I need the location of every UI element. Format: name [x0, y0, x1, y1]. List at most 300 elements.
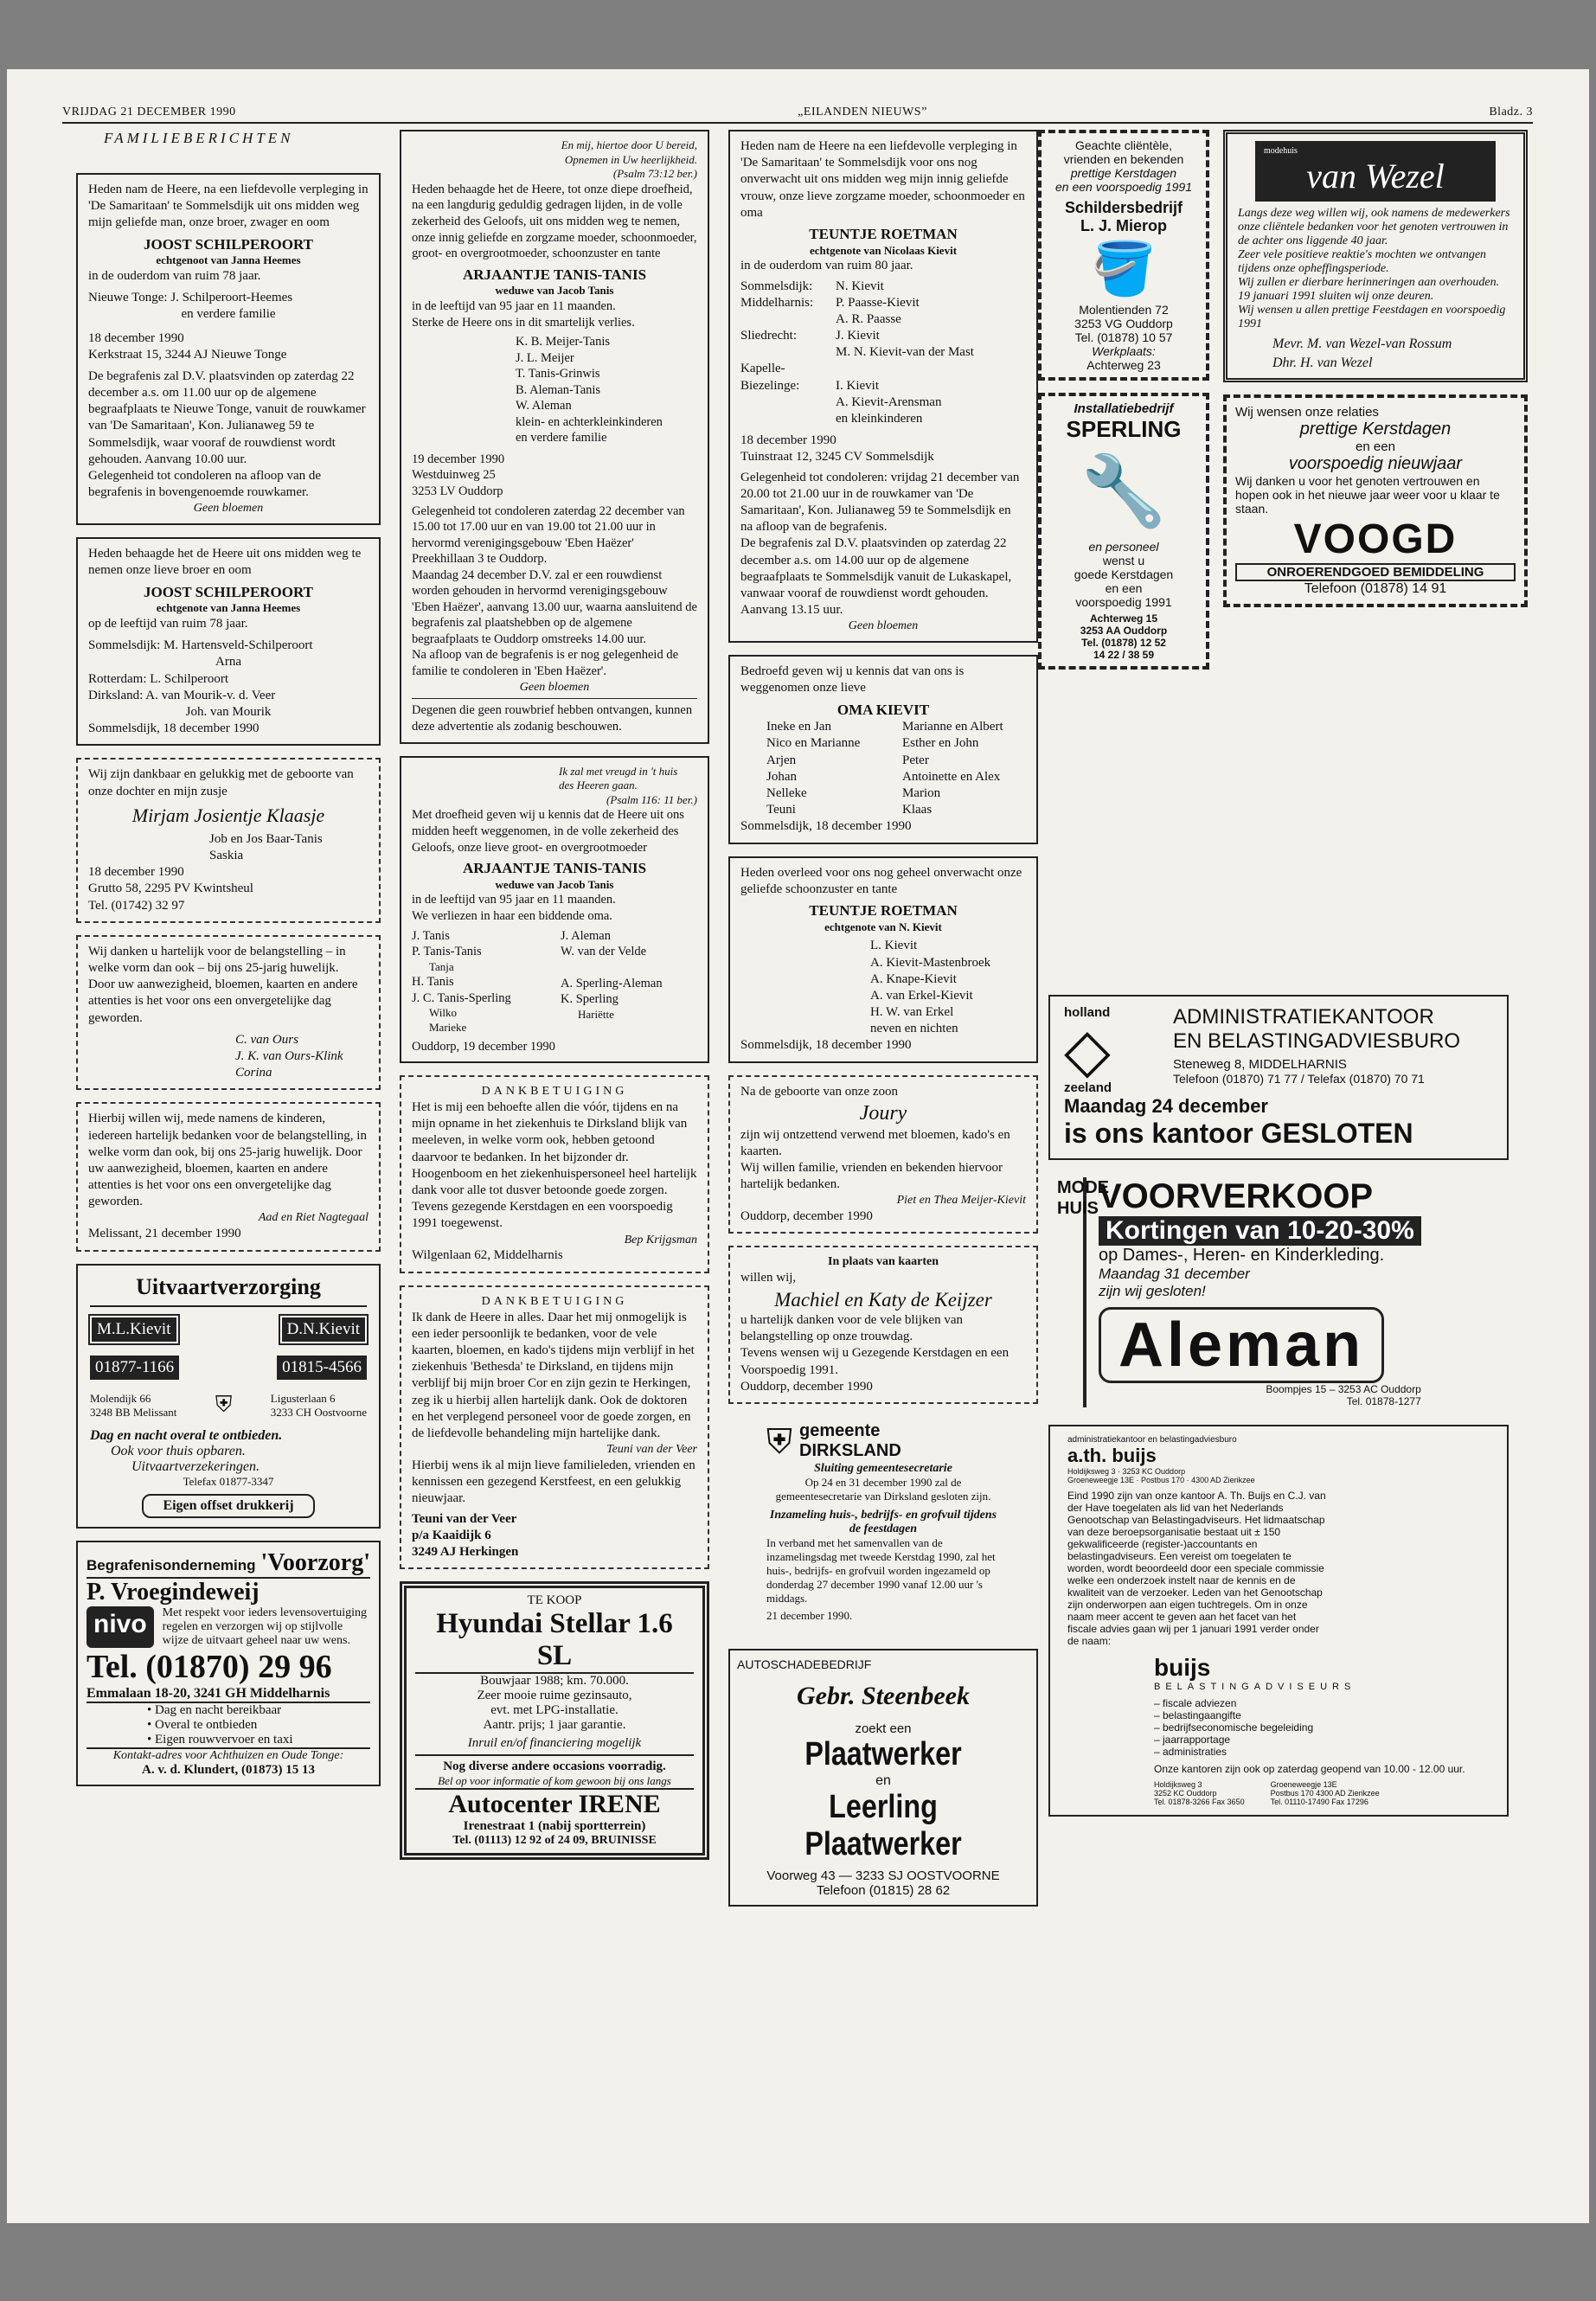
address-line: Kerkstraat 15, 3244 AJ Nieuwe Tonge: [88, 347, 287, 362]
ad-line: goede Kerstdagen: [1074, 567, 1174, 581]
family-line: Peter: [902, 753, 929, 767]
company-name: a.th. buijs: [1067, 1445, 1157, 1466]
date-line: Sommelsdijk, 18 december 1990: [740, 1038, 912, 1053]
printer-credit: Eigen offset drukkerij: [142, 1494, 315, 1518]
ad-kicker: Installatiebedrijf: [1074, 401, 1174, 416]
company-subtitle: BELASTINGADVISEURS: [1154, 1682, 1356, 1692]
ad-line: voorspoedig nieuwjaar: [1288, 454, 1463, 473]
ad-sperling: [1038, 393, 1209, 670]
bullet-line: • Dag en nacht bereikbaar: [147, 1702, 282, 1717]
notice-text: Na de geboorte van onze zoon: [740, 1084, 899, 1099]
family-line: Sommelsdijk: M. Hartensveld-Schilperoort: [88, 638, 313, 653]
notice-text: In verband met het samenvallen van de inzamelingsdag met tweede Kerstdag 1990, zal het huis-, bedrijfs- en grofvuil worden ingezameld op donderdag 27 december 1990 vanaf 12.00 uur 's middags.: [766, 1535, 996, 1605]
notice-text: Wij willen familie, vrienden en bekenden hiervoor hartelijk bedanken.: [740, 1160, 1003, 1192]
discount-line: Kortingen van 10-20-30%: [1099, 1216, 1421, 1246]
closure-notice: is ons kantoor GESLOTEN: [1064, 1118, 1413, 1149]
notice-text: Na afloop van de begrafenis is er nog gelegenheid de familie te condoleren in 'Eben Haëzer'.: [412, 648, 679, 679]
family-member: en kleinkinderen: [836, 412, 923, 426]
phone-line: Telefoon (01878) 14 91: [1304, 581, 1447, 596]
notice-tanis-1: [400, 130, 709, 744]
slogan-line: Uitvaartverzekeringen.: [131, 1458, 260, 1474]
municipality-name: DIRKSLAND: [799, 1441, 901, 1461]
ad-line: Bouwjaar 1988; km. 70.000.: [480, 1674, 629, 1689]
ad-line: Aantr. prijs; 1 jaar garantie.: [483, 1718, 626, 1733]
ad-text: Langs deze weg willen wij, ook namens de medewerkers onze cliëntele bedanken voor het genoten vertrouwen in de achter ons liggende 40 jaar.: [1238, 207, 1510, 247]
notice-title: Inzameling huis-, bedrijfs- en grofvuil tijdens de feestdagen: [769, 1508, 997, 1535]
deceased-name: OMA KIEVIT: [836, 701, 930, 718]
date-line: Ouddorp, december 1990: [740, 1379, 873, 1394]
date-line: 18 december 1990: [740, 433, 836, 448]
notice-text: Het is mij een behoefte allen die vóór, tijdens en na mijn opname in het ziekenhuis te Dirksland blijk van meeleven, in welke vorm ook, hebben getoond daarvoor te bedanken. In het bijzonder dr. Hoogenboom en het ziekenhuispersoneel heel hartelijk dank voor alle tot dusver betoonde goede zorgen. Tevens gezegende Kerstdagen en een voorspoedig 1991 toegewenst.: [412, 1100, 697, 1231]
family-row: [740, 378, 1026, 394]
family-member: I. Kievit: [836, 378, 879, 393]
sale-title: VOORVERKOOP: [1099, 1177, 1374, 1215]
signature-line: Piet en Thea Meijer-Kievit: [896, 1194, 1026, 1208]
ad-line: prettige Kerstdagen: [1299, 420, 1452, 439]
deceased-name: TEUNTJE ROETMAN: [809, 225, 958, 242]
wrench-icon: 🔧: [1080, 452, 1167, 529]
notice-text: Wij danken u hartelijk voor de belangstelling – in welke vorm dan ook – bij ons 25-jarig huwelijk. Door uw aanwezigheid, bloemen, kaarten en andere attenties is het voor ons een onvergetelijke dag geworden.: [88, 944, 358, 1025]
date-line: Melissant, 21 december 1990: [88, 1227, 241, 1241]
address-line: Achterweg 23: [1086, 358, 1161, 372]
notice-text: Heden behaagde het de Heere uit ons midden weg te nemen onze lieve broer en oom: [88, 547, 362, 578]
notice-text: Wij zijn dankbaar en gelukkig met de geboorte van onze dochter en mijn zusje: [88, 767, 354, 798]
ad-kicker: administratiekantoor en belastingadviesburo: [1067, 1435, 1237, 1445]
quote-line: En mij, hiertoe door U bereid,: [561, 138, 697, 151]
family-line: W. Aleman: [516, 399, 572, 413]
family-member: M. N. Kievit-van der Mast: [836, 345, 974, 360]
ad-line: Wij wensen onze relaties: [1235, 405, 1379, 420]
ad-line: voorspoedig 1991: [1075, 595, 1172, 609]
family-line: T. Tanis-Grinwis: [516, 367, 600, 381]
address-line: Voorweg 43 — 3233 SJ OOSTVOORNE: [766, 1868, 1000, 1883]
family-row: [740, 411, 1026, 427]
ad-admin-kantoor: [1048, 995, 1509, 1160]
baby-name: Mirjam Josientje Klaasje: [131, 804, 325, 826]
parents-line: Job en Jos Baar-Tanis: [209, 831, 323, 846]
no-flowers-line: Geen bloemen: [193, 502, 264, 516]
store-logo: Aleman: [1099, 1307, 1384, 1383]
ad-text: Zeer vele positieve reaktie's mochten we ontvangen tijdens onze opheffingsperiode.: [1238, 248, 1487, 275]
service-line: – administraties: [1154, 1746, 1227, 1758]
contact-line: Kontakt-adres voor Achthuizen en Oude Tonge:: [87, 1747, 370, 1763]
sister-line: Saskia: [209, 849, 244, 863]
spouse-line: weduwe van Jacob Tanis: [495, 877, 614, 891]
spouse-line: echtgenote van Janna Heemes: [156, 601, 301, 615]
signature-line: Aad en Riet Nagtegaal: [258, 1211, 369, 1225]
phone-line: Telefoon (01870) 71 77 / Telefax (01870) 70 71: [1173, 1072, 1425, 1086]
ad-line: Zeer mooie ruime gezinsauto,: [477, 1689, 632, 1703]
notice-text: Gelegenheid tot condoleren na afloop van de begrafenis in bovengenoemde rouwkamer.: [88, 469, 322, 500]
spouse-line: echtgenoot van Janna Heemes: [156, 253, 301, 267]
notice-text: u hartelijk danken voor de vele blijken van belangstelling op onze trouwdag.: [740, 1312, 963, 1344]
dankbetuiging-van-der-veer: [400, 1285, 709, 1569]
family-line: J. Aleman: [561, 928, 611, 943]
notice-text: Heden nam de Heere na een liefdevolle verpleging in 'De Samaritaan' te Sommelsdijk voor ons nog onverwacht uit ons midden weg mijn innig geliefde vrouw, onze lieve zorgzame moeder, schoonmoeder en oma: [740, 139, 1025, 220]
ad-hyundai: [400, 1581, 709, 1860]
slogan-line: Dag en nacht overal te ontbieden.: [90, 1427, 283, 1443]
quote-line: des Heeren gaan.: [559, 779, 638, 792]
date-line: 18 december 1990: [88, 330, 184, 345]
ad-kicker: AUTOSCHADEBEDRIJF: [737, 1657, 872, 1671]
family-line: Marianne en Albert: [902, 720, 1003, 734]
birth-announcement: [76, 758, 381, 922]
family-line: Johan: [766, 769, 797, 784]
section-title: DANKBETUIGING: [481, 1294, 628, 1308]
phone-badge: 01815-4566: [277, 1356, 367, 1380]
ad-line: evt. met LPG-installatie.: [490, 1703, 619, 1718]
job-title: Plaatwerker: [804, 1735, 962, 1772]
thanks-nagtegaal: [76, 1102, 381, 1251]
address-line: 3253 VG Ouddorp: [1074, 317, 1173, 330]
family-line: neven en nichten: [870, 1022, 958, 1036]
family-member: A. R. Paasse: [836, 311, 901, 326]
family-line: A. van Erkel-Kievit: [870, 988, 973, 1003]
header-paper: „EILANDEN NIEUWS”: [798, 106, 927, 119]
side-label: MODE HUIS: [1057, 1177, 1086, 1407]
ad-title: Uitvaartverzorging: [90, 1274, 367, 1307]
closure-line: zijn wij gesloten!: [1099, 1283, 1206, 1299]
address-line: Achterweg 15: [1089, 612, 1158, 625]
family-member: A. Kievit-Arensman: [836, 394, 942, 409]
phone-line: Telefoon (01815) 28 62: [816, 1882, 951, 1898]
store-logo: van Wezel: [1306, 157, 1445, 195]
age-line: in de leeftijd van 95 jaar en 11 maanden.: [412, 893, 616, 907]
address-line: Postbus 170 4300 AD Zierikzee: [1270, 1789, 1380, 1798]
ad-line: en een: [1105, 581, 1143, 595]
crest-icon: ⛨: [215, 1391, 233, 1417]
service-line: – fiscale adviezen: [1154, 1697, 1237, 1709]
address-line: Molendijk 66: [90, 1391, 151, 1405]
ad-kicker: TE KOOP: [527, 1593, 582, 1608]
thanks-joury: [728, 1075, 1038, 1234]
family-line: Arna: [215, 655, 241, 670]
notice-text: Bedroefd geven wij u kennis dat van ons is weggenomen onze lieve: [740, 664, 965, 695]
family-place: [740, 344, 836, 361]
nivo-logo: nivo: [87, 1606, 154, 1648]
family-line: Arjen: [766, 753, 797, 767]
thanks-van-ours: [76, 935, 381, 1091]
family-line: K. B. Meijer-Tanis: [516, 335, 611, 349]
ad-text: Eind 1990 zijn van onze kantoor A. Th. Buijs en C.J. van der Have toegelaten als lid van het Nederlands Genootschap van Belastingadviseurs. Het lidmaatschap van deze beroepsorganisatie bestaat uit ± 150 gekwalificeerde (register-)accountants en belastingadviseurs. Een vereist om toegelaten te worden, wordt beoordeeld door een speciale commissie welke een onderzoek instelt naar de kennis en de kwaliteit van de verzoeker. Leden van het Genootschap zijn onderworpen aan eigen tuchtregels. Om in onze naam meer accent te geven aan het facet van het fiscale advies gaan wij per 1 januari 1991 verder onder de naam:: [1067, 1490, 1326, 1647]
family-place: [740, 311, 836, 328]
date-line: Ouddorp, 19 december 1990: [412, 1039, 555, 1054]
logo-kicker: modehuis: [1264, 146, 1298, 156]
family-line: Marieke: [429, 1020, 467, 1034]
family-line: Nieuwe Tonge: J. Schilperoort-Heemes: [88, 291, 293, 305]
address-line: 3252 KC Ouddorp: [1154, 1789, 1217, 1798]
notice-text: Op 24 en 31 december 1990 zal de gemeentesecretarie van Dirksland gesloten zijn.: [775, 1475, 991, 1503]
notice-text: Sterke de Heere ons in dit smartelijk verlies.: [412, 315, 635, 330]
family-line: Hariëtte: [578, 1007, 614, 1021]
dankbetuiging-krijgsman: [400, 1075, 709, 1273]
address-line: Irenestraat 1 (nabij sportterrein): [463, 1819, 646, 1834]
date-line: Sommelsdijk, 18 december 1990: [88, 721, 260, 736]
age-line: in de leeftijd van 95 jaar en 11 maanden.: [412, 298, 616, 313]
notice-text: Gelegenheid tot condoleren zaterdag 22 december van 15.00 tot 17.00 uur en van 19.00 tot 21.00 uur in hervormd verenigingsgebouw 'Eben Haëzer' Preekhillaan 3 te Ouddorp.: [412, 503, 685, 567]
car-title: Hyundai Stellar 1.6 SL: [415, 1608, 694, 1674]
no-flowers-line: Geen bloemen: [848, 619, 919, 633]
phone-line: Tel. (01878) 12 52: [1081, 637, 1166, 649]
date-line: Ouddorp, december 1990: [740, 1209, 873, 1224]
column-2: [400, 130, 709, 1872]
address-line: Teuni van der Veer: [412, 1511, 517, 1526]
address-line: 3253 LV Ouddorp: [412, 484, 503, 498]
family-line: Antoinette en Alex: [902, 769, 1001, 784]
family-line: L. Kievit: [870, 939, 918, 953]
family-line: Marion: [902, 786, 941, 801]
ad-gemeente-dirksland: [728, 1416, 1038, 1637]
ad-voogd: [1223, 394, 1528, 607]
address-line: Holdijksweg 3: [1154, 1780, 1202, 1789]
date-line: 21 december 1990.: [766, 1608, 853, 1622]
family-row: [740, 394, 1026, 411]
notice-text: We verliezen in haar een biddende oma.: [412, 909, 612, 923]
bullet-line: • Eigen rouwvervoer en taxi: [147, 1732, 293, 1747]
ad-aleman: [1048, 1172, 1509, 1413]
service-line: – belastingaangifte: [1154, 1709, 1241, 1721]
address-line: Wilgenlaan 62, Middelharnis: [412, 1248, 563, 1263]
notice-text: Heden nam de Heere, na een liefdevolle verpleging in 'De Samaritaan' te Sommelsdijk uit ons midden weg mijn geliefde man, onze broer, zwager en oom: [88, 183, 369, 230]
contact-line: A. v. d. Klundert, (01873) 15 13: [141, 1762, 315, 1777]
company-name: L. J. Mierop: [1080, 217, 1167, 234]
family-place: Biezelinge:: [740, 378, 800, 393]
notice-text: zijn wij ontzettend verwend met bloemen, kado's en kaarten.: [740, 1127, 1010, 1158]
family-line: W. van der Velde: [561, 945, 647, 959]
age-line: in de ouderdom van ruim 78 jaar.: [88, 268, 261, 283]
ad-line: Werkplaats:: [1092, 344, 1156, 358]
family-row: [740, 295, 1026, 311]
family-line: Tanja: [429, 959, 454, 973]
family-line: P. Tanis-Tanis: [412, 945, 482, 959]
ad-line: en een: [1356, 439, 1395, 454]
column-5: [1223, 130, 1528, 619]
header-date: VRIJDAG 21 DECEMBER 1990: [62, 106, 236, 119]
family-line: Rotterdam: L. Schilperoort: [88, 671, 229, 686]
wide-ad-column: [1048, 995, 1509, 1829]
ad-text: Wij zullen er dierbare herinneringen aan overhouden.: [1238, 276, 1500, 289]
family-line: A. Kievit-Mastenbroek: [870, 955, 991, 970]
ad-line: op Dames-, Heren- en Kinderkleding.: [1099, 1246, 1385, 1265]
family-member: N. Kievit: [836, 279, 884, 293]
couple-name: Machiel en Katy de Keijzer: [774, 1288, 992, 1311]
family-place: Sliedrecht:: [740, 329, 797, 343]
signature-line: Mevr. M. van Wezel-van Rossum: [1272, 336, 1452, 351]
notice-oma-kievit: [728, 655, 1038, 843]
notice-text: Maandag 24 december D.V. zal er een rouwdienst worden gehouden in hervormd verenigingsgebouw 'Eben Haëzer', aanvang 13.00 uur, waarna aansluitend de begrafenis zal plaatshebben op de algemene begraafplaats te Ouddorp omstreeks 14.00 uur.: [412, 567, 697, 646]
diamond-logo-icon: ◇: [1064, 1016, 1111, 1084]
family-line: Joh. van Mourik: [185, 704, 272, 719]
address-line: Steneweg 8, MIDDELHARNIS: [1173, 1057, 1347, 1072]
notice-text: willen wij,: [740, 1271, 797, 1285]
municipal-crest-icon: ⛨: [766, 1421, 792, 1461]
family-line: K. Sperling: [561, 992, 619, 1007]
brand-name: 'Voorzorg': [260, 1548, 370, 1576]
notice-schilperoort-2: [76, 537, 381, 746]
notice-text: Ik dank de Heere in alles. Daar het mij onmogelijk is een ieder persoonlijk te bedanken, voor de vele kaarten, bloemen, en kado's tijdens mijn verblijf in het ziekenhuis 'Bethesda' te Dirksland, en tijdens mijn verblijf bij mijn broer Cor en zijn gezin te Herkingen, zeg ik u hierbij allen hartelijk dank. Ook de doktoren en het verplegend personeel voor de goede zorgen, en de liefdevolle behandeling mijn hartelijke dank.: [412, 1310, 695, 1440]
family-row: [740, 328, 1026, 344]
slogan-line: Ook voor thuis opbaren.: [111, 1443, 246, 1458]
family-line: Teuni: [766, 803, 796, 817]
ad-text: Met respekt voor ieders levensovertuiging regelen en verzorgen wij op stijlvolle wijze de uitvaart geheel naar uw wens.: [162, 1606, 368, 1647]
family-place: Kapelle-: [740, 362, 785, 376]
signature-line: Corina: [235, 1066, 272, 1080]
notice-text: Tevens wensen wij u Gezegende Kerstdagen en een Voorspoedig 1991.: [740, 1346, 1010, 1377]
job-title: Leerling Plaatwerker: [804, 1788, 962, 1862]
company-name: buijs: [1154, 1654, 1211, 1681]
ad-text: Wij danken u voor het genoten vertrouwen en hopen ook in het nieuwe jaar weer voor u klaar te staan.: [1235, 474, 1500, 516]
company-name: EN BELASTINGADVIESBURO: [1173, 1029, 1461, 1053]
date-line: 19 december 1990: [412, 452, 505, 466]
municipality-label: gemeente: [799, 1421, 881, 1441]
deceased-name: JOOST SCHILPEROORT: [143, 235, 314, 253]
page-header: [62, 106, 1533, 124]
family-heading: FAMILIEBERICHTEN: [104, 130, 294, 146]
phone-badge: 01877-1166: [90, 1356, 179, 1380]
family-place: Middelharnis:: [740, 295, 814, 310]
closure-line: Maandag 31 december: [1099, 1266, 1250, 1282]
ad-text: Wij wensen u allen prettige Feestdagen en voorspoedig 1991: [1238, 304, 1506, 330]
family-line: B. Aleman-Tanis: [516, 382, 601, 397]
region-label: zeeland: [1064, 1080, 1112, 1095]
notice-text: De begrafenis zal D.V. plaatsvinden op zaterdag 22 december a.s. om 14.00 uur op de algemene begraafplaats te Sommelsdijk vanuit de Lukaskapel, vanwaar vooraf de rouwdienst wordt gehouden. Aanvang 13.15 uur.: [740, 536, 1012, 618]
phone-line: Tel. 01110-17490 Fax 17296: [1270, 1798, 1368, 1806]
address-line: 3233 CH Oostvoorne: [270, 1405, 367, 1419]
address-line: Groeneweegje 13E · Postbus 170 · 4300 AD Zierikzee: [1067, 1476, 1255, 1484]
family-line: J. Tanis: [412, 928, 450, 943]
family-line: Nelleke: [766, 786, 807, 801]
notice-title: Sluiting gemeentesecretarie: [814, 1461, 952, 1475]
age-line: op de leeftijd van ruim 78 jaar.: [88, 617, 248, 631]
family-line: Wilko: [429, 1006, 457, 1020]
ad-mierop: [1038, 130, 1209, 381]
column-1: [76, 130, 381, 1798]
address-line: Molentienden 72: [1079, 303, 1169, 317]
deceased-name: JOOST SCHILPEROORT: [143, 583, 314, 600]
phone-line: Tel. (01113) 12 92 of 24 09, BRUINISSE: [452, 1834, 657, 1848]
spouse-line: echtgenote van N. Kievit: [824, 920, 942, 933]
ad-buijs: [1048, 1425, 1509, 1817]
ad-line: Inruil en/of financiering mogelijk: [467, 1736, 642, 1751]
notice-roetman-1: [728, 130, 1038, 643]
owner-name: P. Vroegindeweij: [87, 1578, 260, 1606]
family-line: H. Tanis: [412, 975, 454, 990]
family-line: J. L. Meijer: [516, 350, 574, 365]
family-member: P. Paasse-Kievit: [836, 295, 920, 310]
address-line: Emmalaan 18-20, 3241 GH Middelharnis: [87, 1686, 370, 1703]
family-row: [740, 311, 1026, 328]
ad-line: prettige Kerstdagen: [1070, 166, 1177, 180]
ad-text: 19 januari 1991 sluiten wij onze deuren.: [1238, 290, 1434, 303]
date-line: Sommelsdijk, 18 december 1990: [740, 819, 912, 834]
signature-line: Teuni van der Veer: [606, 1443, 697, 1457]
company-name: ONROERENDGOED BEMIDDELING: [1235, 563, 1516, 581]
quote-ref: (Psalm 116: 11 ber.): [606, 792, 697, 806]
quote-line: Ik zal met vreugd in 't huis: [559, 764, 678, 778]
family-line: A. Knape-Kievit: [870, 971, 957, 986]
column-4: [1038, 130, 1209, 682]
ad-line: zoekt een: [855, 1721, 912, 1736]
closure-date: Maandag 24 december: [1064, 1095, 1268, 1117]
phone-line: Tel. (01742) 32 97: [88, 898, 185, 913]
signature-line: Bep Krijgsman: [624, 1233, 697, 1247]
bullet-line: • Overal te ontbieden: [147, 1717, 258, 1732]
family-line: Klaas: [902, 803, 933, 817]
family-line: Ineke en Jan: [766, 720, 831, 734]
service-line: – jaarrapportage: [1154, 1734, 1231, 1746]
family-line: A. Sperling-Aleman: [561, 976, 663, 990]
ad-steenbeek: [728, 1649, 1038, 1907]
column-3: [728, 130, 1038, 1919]
address-line: p/a Kaaidijk 6: [412, 1528, 491, 1542]
phone-line: 14 22 / 38 59: [1093, 649, 1155, 661]
notice-schilperoort-1: [76, 173, 381, 525]
deceased-name: ARJAANTJE TANIS-TANIS: [462, 860, 647, 877]
family-member: J. Kievit: [836, 329, 880, 343]
family-line: Dirksland: A. van Mourik-v. d. Veer: [88, 688, 276, 702]
family-place: Sommelsdijk:: [740, 279, 813, 293]
signature-line: Dhr. H. van Wezel: [1272, 356, 1373, 370]
dealer-name: Autocenter IRENE: [415, 1788, 694, 1819]
no-flowers-line: Geen bloemen: [519, 680, 590, 694]
ad-line: en een voorspoedig 1991: [1054, 180, 1193, 194]
signature-line: J. K. van Ours-Klink: [235, 1048, 343, 1063]
signature-line: C. van Ours: [235, 1032, 298, 1047]
ad-line: wenst u: [1102, 554, 1145, 567]
notice-text: Hierbij willen wij, mede namens de kinderen, iedereen hartelijk bedanken voor de belangstelling, in welke vorm dan ook, bij ons 25-jarig huwelijk. Door uw aanwezigheid, bloemen, kaarten en andere attenties is het voor ons een onvergetelijke dag geworden.: [88, 1112, 367, 1209]
address-line: 3253 AA Ouddorp: [1080, 625, 1168, 637]
ad-van-wezel: [1223, 130, 1528, 382]
company-name: Schildersbedrijf: [1064, 199, 1183, 216]
section-title: In plaats van kaarten: [828, 1255, 939, 1269]
family-place: [740, 411, 836, 427]
notice-text: Heden overleed voor ons nog geheel onverwacht onze geliefde schoonzuster en tante: [740, 865, 1022, 896]
age-line: in de ouderdom van ruim 80 jaar.: [740, 259, 913, 273]
address-line: Holdijksweg 3 · 3253 KC Ouddorp: [1067, 1467, 1186, 1476]
notice-text: Gelegenheid tot condoleren: vrijdag 21 december van 20.00 tot 21.00 uur in de rouwkamer van 'De Samaritaan', Kon. Julianaweg 59 te Sommelsdijk en na afloop van de begrafenis.: [740, 470, 1020, 535]
ad-line: Bel op voor informatie of kom gewoon bij ons langs: [438, 1774, 671, 1788]
date-line: 18 december 1990: [88, 865, 184, 880]
notice-tanis-2: [400, 756, 709, 1064]
company-logo: VOOGD: [1293, 516, 1458, 562]
address-line: Groeneweegje 13E: [1270, 1780, 1337, 1789]
thanks-keijzer: [728, 1246, 1038, 1403]
name-badge: M.L.Kievit: [90, 1316, 178, 1343]
phone-line: Tel. (01870) 29 96: [87, 1648, 332, 1685]
deceased-name: ARJAANTJE TANIS-TANIS: [462, 266, 647, 283]
fax-line: Telefax 01877-3347: [183, 1474, 274, 1488]
spouse-line: echtgenote van Nicolaas Kievit: [809, 243, 958, 257]
quote-ref: (Psalm 73:12 ber.): [612, 167, 697, 181]
family-line: Nico en Marianne: [766, 736, 861, 751]
ad-voorzorg: [76, 1541, 381, 1786]
address-line: Tuinstraat 12, 3245 CV Sommelsdijk: [740, 450, 934, 465]
notice-text: De begrafenis zal D.V. plaatsvinden op zaterdag 22 december a.s. om 11.00 uur op de algemene begraafplaats te Nieuwe Tonge, vanuit de rouwkamer van 'De Samaritaan', Kon. Julianaweg 59 te Sommelsdijk, waar vooraf de rouwdienst wordt gehouden. Aanvang 10.00 uur.: [88, 369, 366, 466]
company-name: ADMINISTRATIEKANTOOR: [1173, 1005, 1434, 1029]
notice-text: Degenen die geen rouwbrief hebben ontvangen, kunnen deze advertentie als zodanig beschouwen.: [412, 698, 697, 734]
notice-text: Hierbij wens ik al mijn lieve familieleden, vrienden en kennissen een gezegend Kerstfeest, en een gelukkig nieuwjaar.: [412, 1458, 695, 1506]
family-place: [740, 394, 836, 411]
notice-text: Heden behaagde het de Heere, tot onze diepe droefheid, na een langdurig geduldig gedragen lijden, in de volle zekerheid des Geloofs, uit ons midden weg te nemen, onze innig geliefde en zorgzame moeder, schoonmoeder, groot- en overgrootmoeder, schoonzuster en tante: [412, 182, 697, 261]
family-row: [740, 361, 1026, 377]
deceased-name: TEUNTJE ROETMAN: [809, 901, 958, 919]
address-line: Boompjes 15 – 3253 AC Ouddorp: [1266, 1383, 1421, 1395]
address-line: Westduinweg 25: [412, 468, 496, 483]
address-line: 3248 BB Melissant: [90, 1405, 177, 1419]
family-row: [740, 279, 1026, 295]
spouse-line: weduwe van Jacob Tanis: [495, 284, 614, 298]
quote-line: Opnemen in Uw heerlijkheid.: [564, 152, 697, 166]
